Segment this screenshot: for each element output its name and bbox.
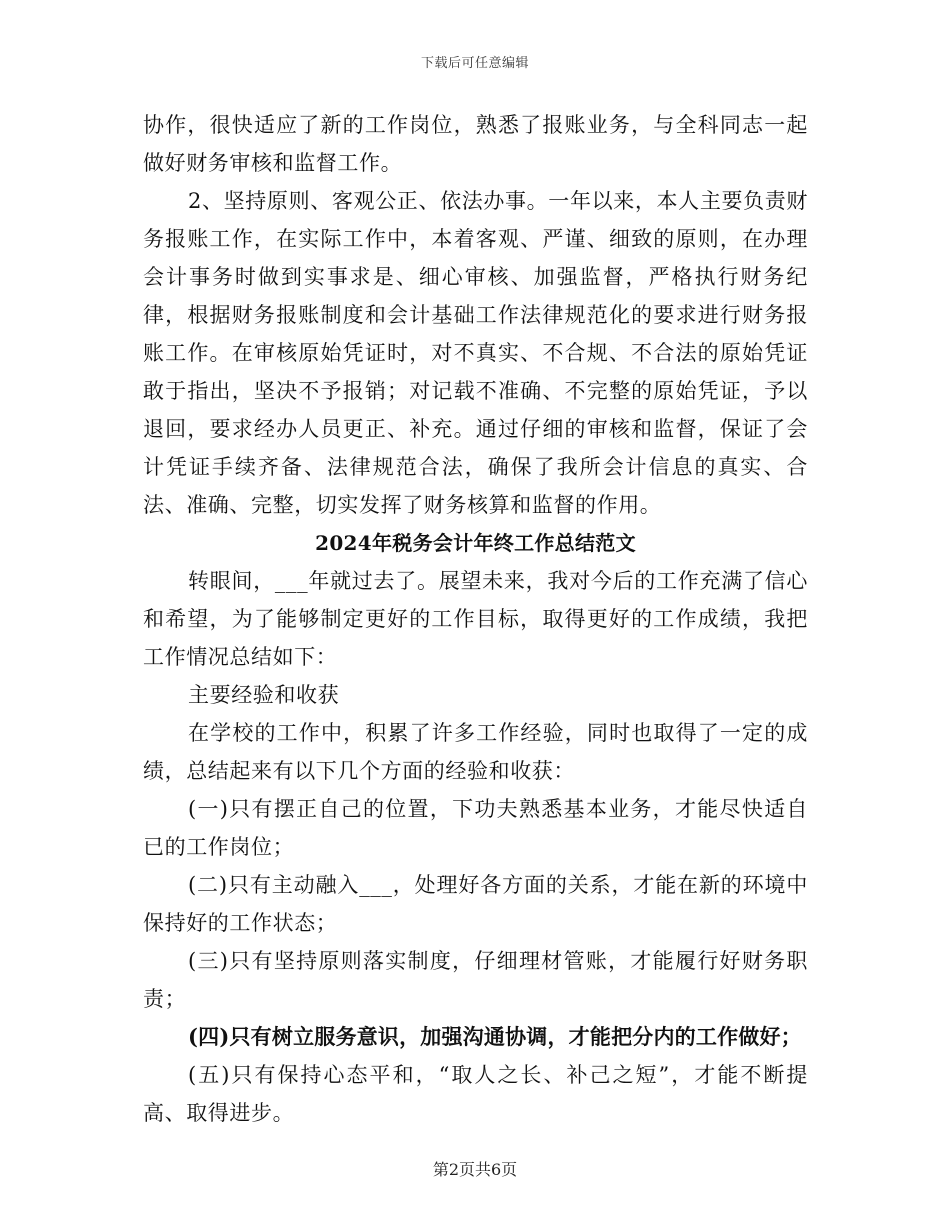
section-lead: 在学校的工作中，积累了许多工作经验，同时也取得了一定的成绩，总结起来有以下几个方面的经验和收获： (143, 721, 808, 783)
paragraph-continuation: 协作，很快适应了新的工作岗位，熟悉了报账业务，与全科同志一起做好财务审核和监督工作。 (143, 113, 808, 175)
section-subheading: 主要经验和收获 (188, 683, 340, 707)
document-body (143, 106, 808, 1132)
page-footer: 第2页共6页 (432, 1160, 518, 1179)
page-header: 下载后可任意编辑 (420, 56, 529, 71)
list-item-2: (二)只有主动融入___，处理好各方面的关系，才能在新的环境中保持好的工作状态； (143, 873, 808, 935)
list-item-1: (一)只有摆正自己的位置，下功夫熟悉基本业务，才能尽快适自已的工作岗位； (143, 797, 808, 859)
list-item-3: (三)只有坚持原则落实制度，仔细理材管账，才能履行好财务职责； (143, 949, 808, 1011)
list-item-5: (五)只有保持心态平和，“取人之长、补己之短”，才能不断提高、取得进步。 (143, 1063, 808, 1125)
list-item-4: (四)只有树立服务意识，加强沟通协调，才能把分内的工作做好； (188, 1024, 802, 1049)
paragraph-principles: 2、坚持原则、客观公正、依法办事。一年以来，本人主要负责财务报账工作，在实际工作中，本着客观、严谨、细致的原则，在办理会计事务时做到实事求是、细心审核、加强监督，严格执行财务纪律，根据财务报账制度和会计基础工作法律规范化的要求进行财务报账工作。在审核原始凭证时，对不真实、不合规、不合法的原始凭证敢于指出，坚决不予报销；对记载不准确、不完整的原始凭证，予以退回，要求经办人员更正、补充。通过仔细的审核和监督，保证了会计凭证手续齐备、法律规范合法，确保了我所会计信息的真实、合法、准确、完整，切实发挥了财务核算和监督的作用。 (143, 189, 808, 517)
section-intro: 转眼间，___年就过去了。展望未来，我对今后的工作充满了信心和希望，为了能够制定更好的工作目标，取得更好的工作成绩，我把工作情况总结如下： (143, 569, 808, 669)
section-title: 2024年税务会计年终工作总结范文 (315, 531, 636, 555)
